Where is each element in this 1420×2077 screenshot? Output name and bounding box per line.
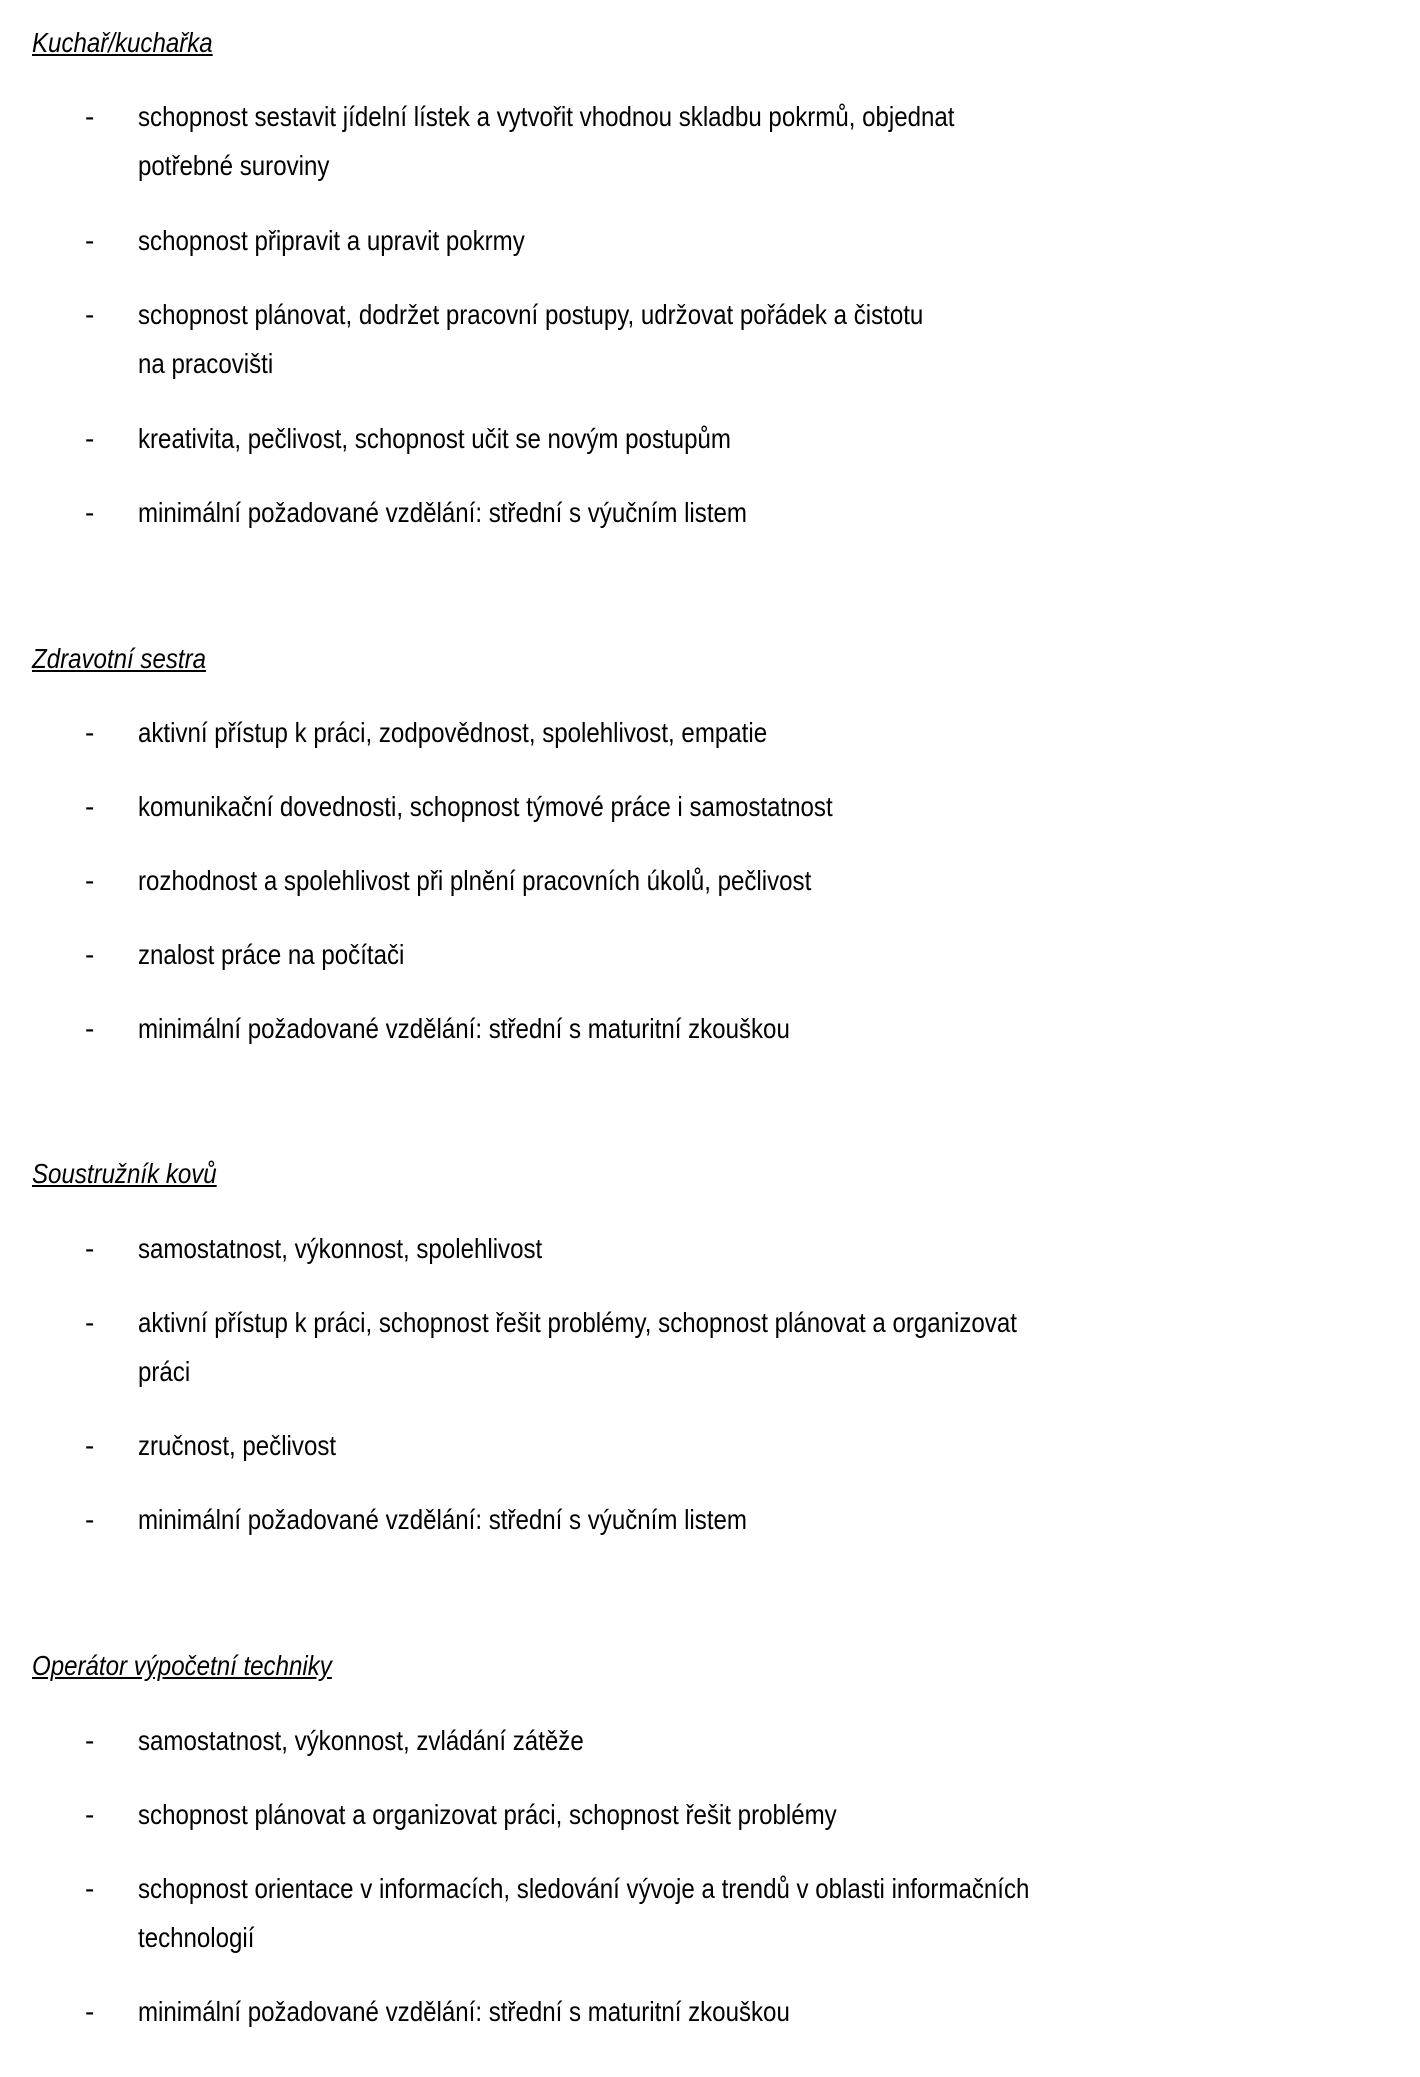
dash-bullet-icon: - bbox=[85, 1725, 95, 1756]
list-item-text: schopnost plánovat a organizovat práci, schopnost řešit problémy bbox=[138, 1799, 837, 1830]
dash-bullet-icon: - bbox=[85, 1013, 95, 1044]
list-item-text: aktivní přístup k práci, zodpovědnost, spolehlivost, empatie bbox=[138, 717, 768, 748]
list-item-text: schopnost sestavit jídelní lístek a vytvořit vhodnou skladbu pokrmů, objednat bbox=[138, 101, 955, 132]
dash-bullet-icon: - bbox=[85, 1504, 95, 1535]
dash-bullet-icon: - bbox=[85, 497, 95, 528]
dash-bullet-icon: - bbox=[85, 791, 95, 822]
list-item-text: znalost práce na počítači bbox=[138, 939, 405, 970]
list-item-text: potřebné suroviny bbox=[138, 150, 330, 181]
list-item-text: práci bbox=[138, 1356, 191, 1387]
list-item-text: komunikační dovednosti, schopnost týmové práce i samostatnost bbox=[138, 791, 833, 822]
list-item-text: samostatnost, výkonnost, spolehlivost bbox=[138, 1233, 543, 1264]
dash-bullet-icon: - bbox=[85, 1873, 95, 1904]
dash-bullet-icon: - bbox=[85, 225, 95, 256]
list-item-text: schopnost připravit a upravit pokrmy bbox=[138, 225, 525, 256]
section-title: Soustružník kovů bbox=[32, 1158, 217, 1189]
dash-bullet-icon: - bbox=[85, 1996, 95, 2027]
dash-bullet-icon: - bbox=[85, 299, 95, 330]
dash-bullet-icon: - bbox=[85, 1307, 95, 1338]
list-item-text: minimální požadované vzdělání: střední s výučním listem bbox=[138, 1504, 747, 1535]
list-item-text: minimální požadované vzdělání: střední s výučním listem bbox=[138, 497, 747, 528]
dash-bullet-icon: - bbox=[85, 717, 95, 748]
list-item-text: schopnost orientace v informacích, sledování vývoje a trendů v oblasti informačních bbox=[138, 1873, 1030, 1904]
dash-bullet-icon: - bbox=[85, 1430, 95, 1461]
list-item-text: na pracovišti bbox=[138, 348, 274, 379]
list-item-text: minimální požadované vzdělání: střední s maturitní zkouškou bbox=[138, 1996, 790, 2027]
dash-bullet-icon: - bbox=[85, 101, 95, 132]
dash-bullet-icon: - bbox=[85, 865, 95, 896]
section-title: Operátor výpočetní techniky bbox=[32, 1650, 332, 1681]
dash-bullet-icon: - bbox=[85, 939, 95, 970]
dash-bullet-icon: - bbox=[85, 1799, 95, 1830]
list-item-text: kreativita, pečlivost, schopnost učit se novým postupům bbox=[138, 423, 731, 454]
list-item-text: minimální požadované vzdělání: střední s maturitní zkouškou bbox=[138, 1013, 790, 1044]
section-title: Zdravotní sestra bbox=[32, 643, 206, 674]
list-item-text: samostatnost, výkonnost, zvládání zátěže bbox=[138, 1725, 584, 1756]
list-item-text: rozhodnost a spolehlivost při plnění pracovních úkolů, pečlivost bbox=[138, 865, 812, 896]
dash-bullet-icon: - bbox=[85, 1233, 95, 1264]
dash-bullet-icon: - bbox=[85, 423, 95, 454]
list-item-text: technologií bbox=[138, 1922, 255, 1953]
section-title: Kuchař/kuchařka bbox=[32, 27, 213, 58]
list-item-text: schopnost plánovat, dodržet pracovní postupy, udržovat pořádek a čistotu bbox=[138, 299, 924, 330]
list-item-text: aktivní přístup k práci, schopnost řešit problémy, schopnost plánovat a organizovat bbox=[138, 1307, 1017, 1338]
list-item-text: zručnost, pečlivost bbox=[138, 1430, 337, 1461]
